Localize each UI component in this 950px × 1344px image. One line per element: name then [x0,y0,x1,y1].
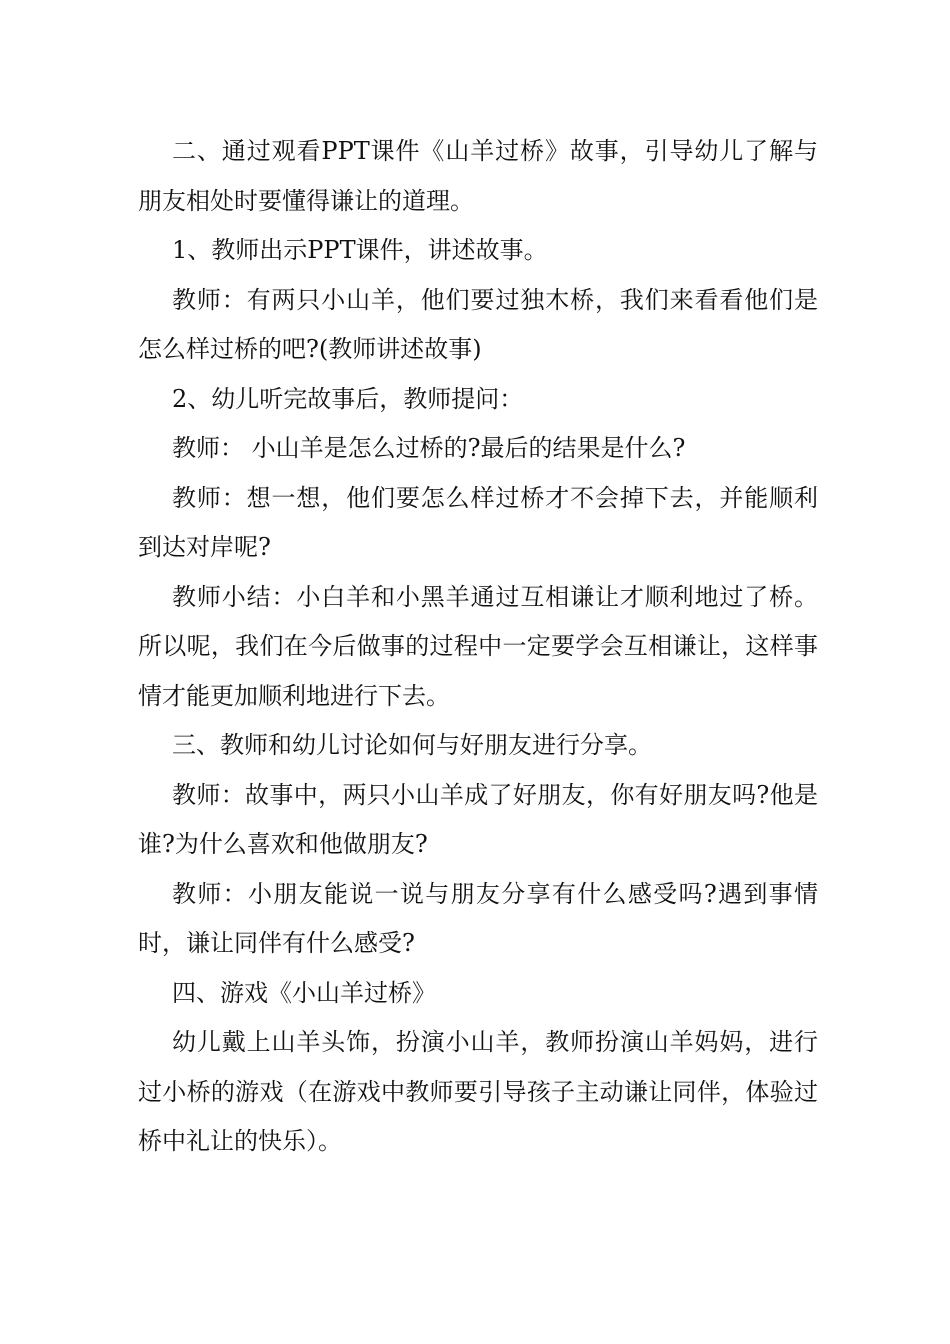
paragraph-teacher-intro: 教师：有两只小山羊，他们要过独木桥，我们来看看他们是怎么样过桥的吧?(教师讲述故事) [138,285,818,363]
paragraph-game-description: 幼儿戴上山羊头饰，扮演小山羊，教师扮演山羊妈妈，进行过小桥的游戏（在游戏中教师要引导孩子主动谦让同伴，体验过桥中礼让的快乐）。 [138,1028,818,1155]
document-body [138,127,818,1167]
paragraph-step-1: 1、教师出示PPT课件，讲述故事。 [172,236,548,264]
paragraph-section-2-heading: 二、通过观看PPT课件《山羊过桥》故事，引导幼儿了解与朋友相处时要懂得谦让的道理。 [138,137,818,215]
paragraph-teacher-summary: 教师小结：小白羊和小黑羊通过互相谦让才顺利地过了桥。所以呢，我们在今后做事的过程中一定要学会互相谦让，这样事情才能更加顺利地进行下去。 [138,582,818,710]
paragraph-teacher-question-4: 教师：小朋友能说一说与朋友分享有什么感受吗?遇到事情时，谦让同伴有什么感受? [138,879,818,957]
paragraph-teacher-question-3: 教师：故事中，两只小山羊成了好朋友，你有好朋友吗?他是谁?为什么喜欢和他做朋友? [138,780,818,858]
paragraph-teacher-question-2: 教师：想一想，他们要怎么样过桥才不会掉下去，并能顺利到达对岸呢? [138,483,818,561]
paragraph-section-4-heading: 四、游戏《小山羊过桥》 [172,978,436,1007]
paragraph-teacher-question-1: 教师： 小山羊是怎么过桥的?最后的结果是什么? [172,434,686,462]
paragraph-section-3-heading: 三、教师和幼儿讨论如何与好朋友进行分享。 [172,731,652,759]
paragraph-step-2: 2、幼儿听完故事后，教师提问： [172,384,524,413]
